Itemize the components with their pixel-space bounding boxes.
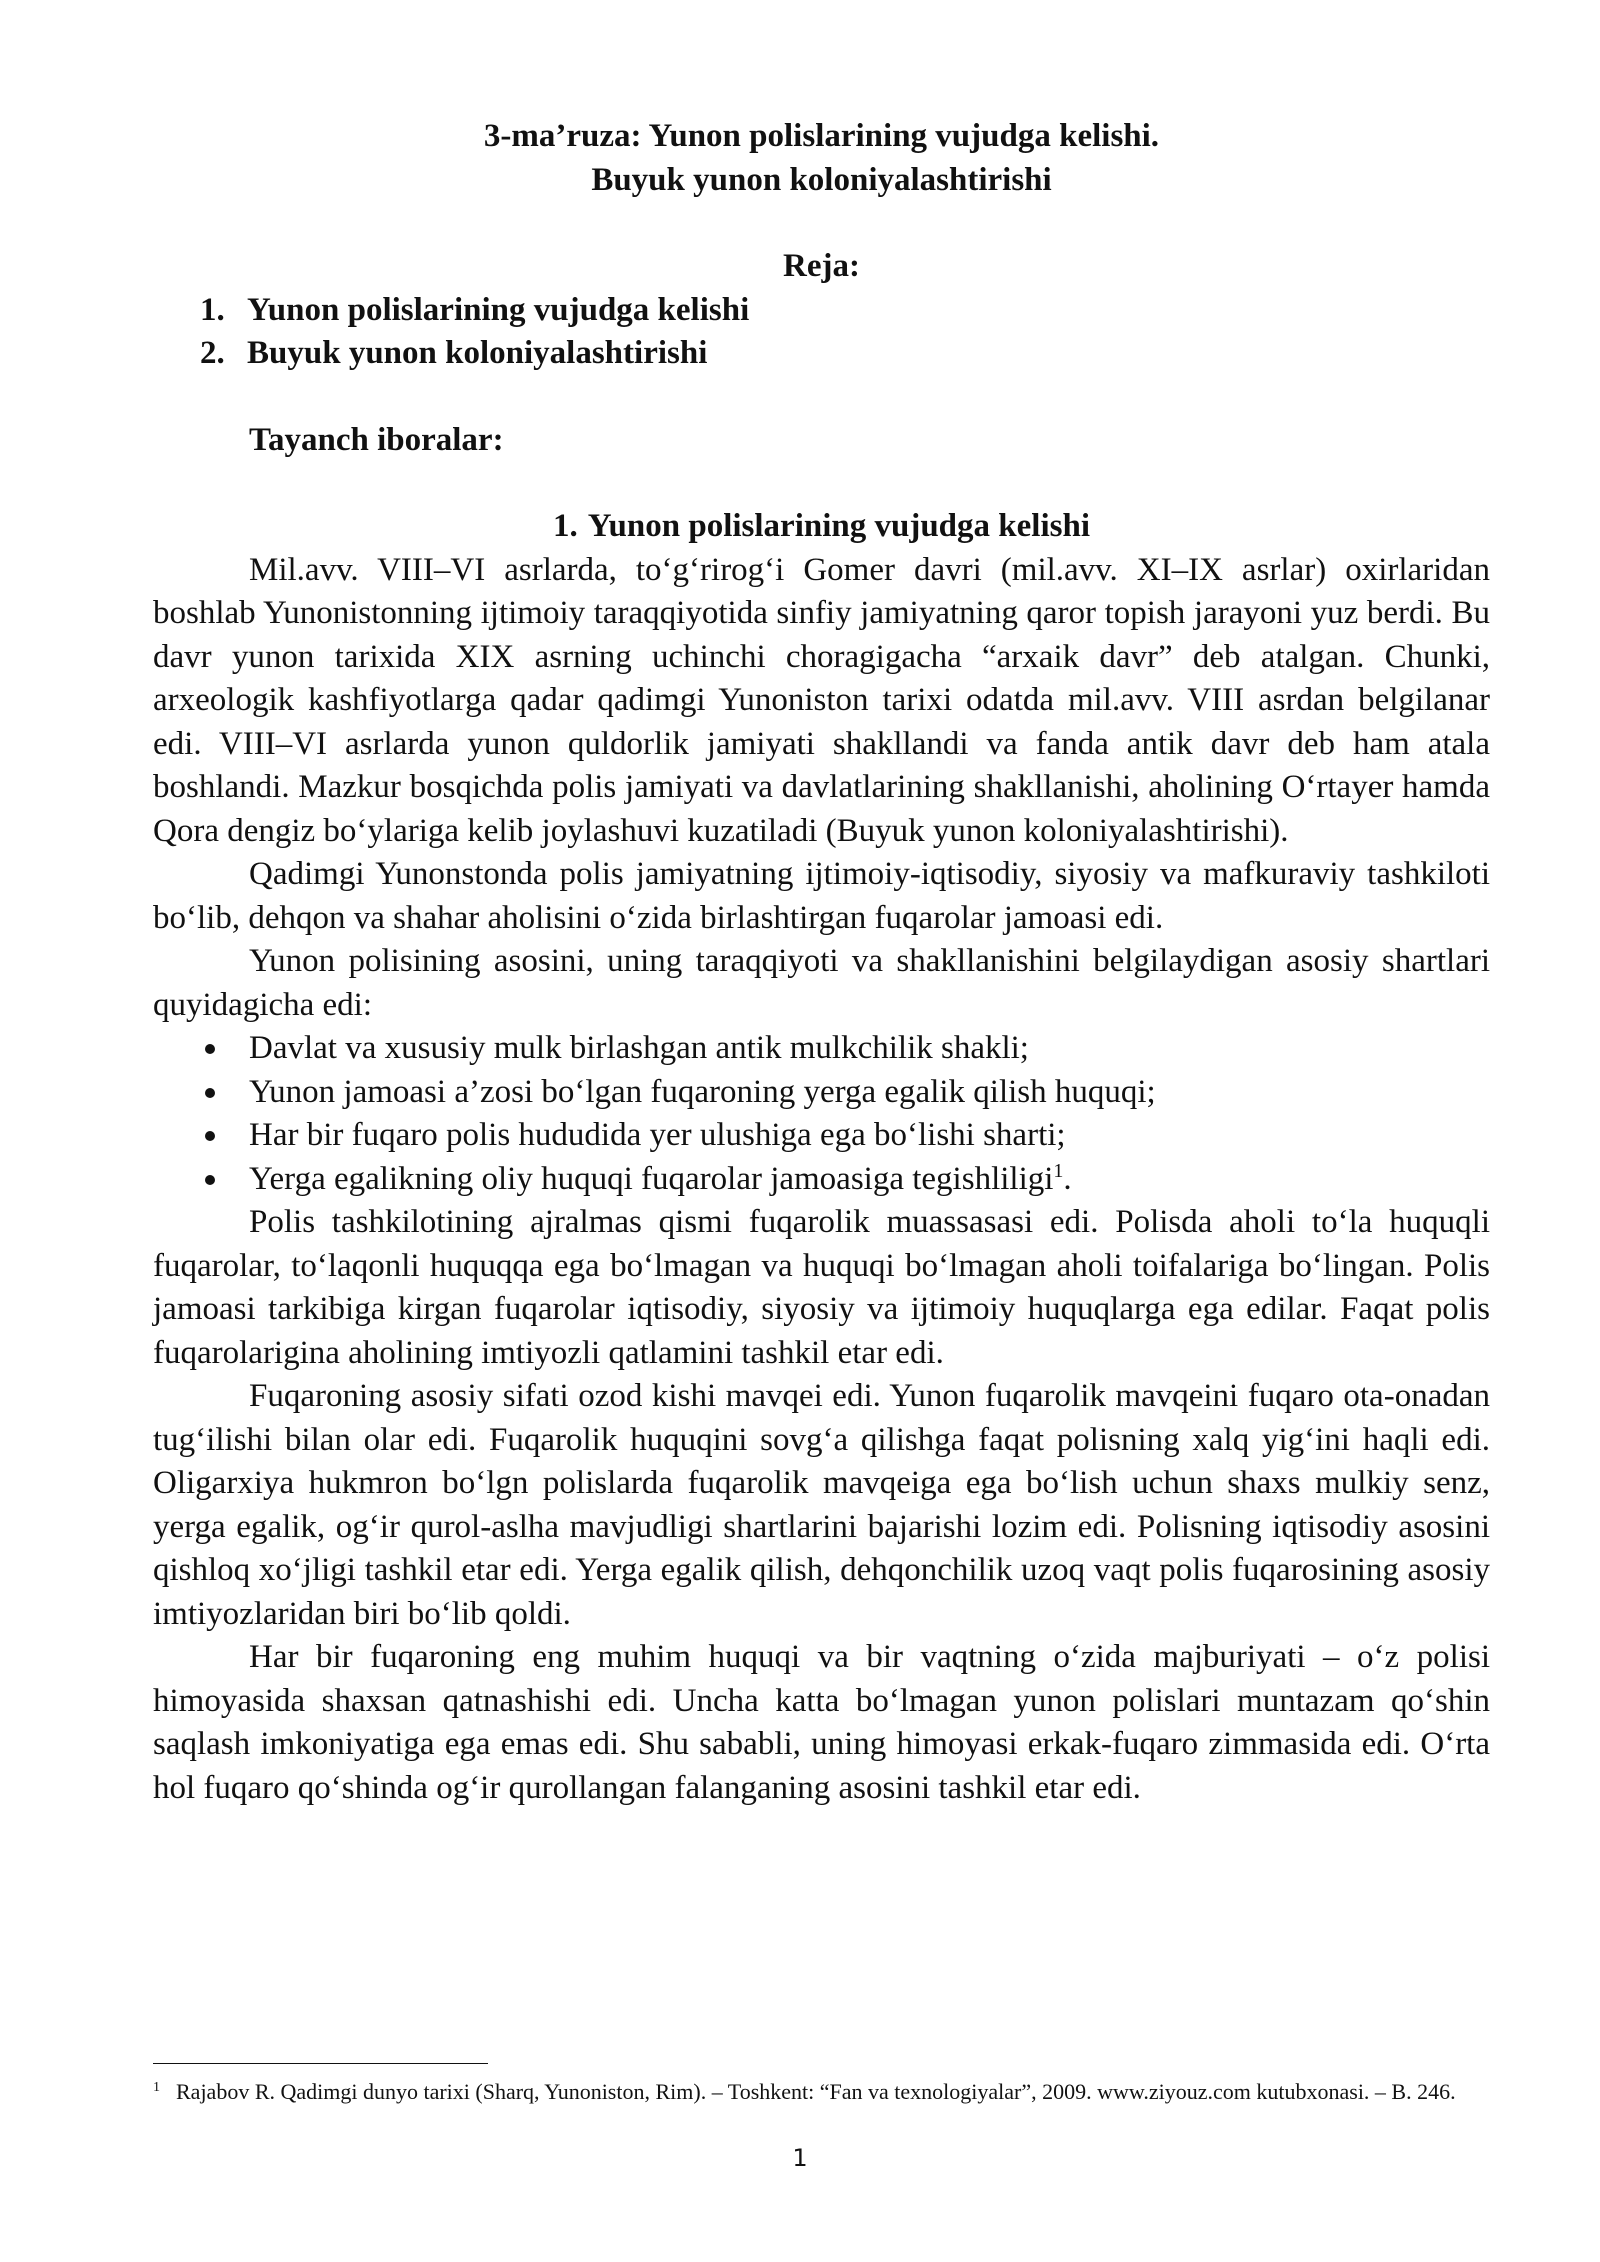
plan-item: 1. Yunon polislarining vujudga kelishi (153, 289, 1490, 333)
bullet-dot-icon (205, 1088, 215, 1098)
bullet-dot-icon (205, 1131, 215, 1141)
lecture-title-line-1: 3-ma’ruza: Yunon polislarining vujudga kelishi. (483, 118, 1160, 154)
paragraph: Har bir fuqaroning eng muhim huquqi va bir vaqtning o‘zida majburiyati – o‘z polisi himoyasida shaxsan qatnashishi edi. Uncha katta bo‘lmagan yunon polislari muntazam qo‘shin saqlash imkoniyatiga ega emas edi. Shu sababli, uning himoyasi erkak-fuqaro zimmasida edi. O‘rta hol fuqaro qo‘shinda og‘ir qurollangan falanganing asosini tashkil etar edi. (153, 1639, 1490, 1806)
keywords-heading: Tayanch iboralar: (249, 421, 504, 458)
page-number: 1 (792, 2144, 808, 2172)
bullet-item (153, 1158, 1490, 1202)
plan-list (153, 289, 1490, 376)
footnote-reference[interactable]: 1 (1053, 1159, 1064, 1182)
document-body (153, 115, 1490, 1810)
section-number: 1. (552, 508, 578, 544)
bullet-text: Har bir fuqaro polis hududida yer ulushiga ega bo‘lishi sharti; (249, 1117, 1066, 1153)
paragraph: Polis tashkilotining ajralmas qismi fuqarolik muassasasi edi. Polisda aholi to‘la huquqli fuqarolar, to‘laqonli huquqqa ega bo‘lmagan va huquqi bo‘lmagan aholi toifalariga bo‘lingan. Polis jamoasi tarkibiga kirgan fuqarolar iqtisodiy, siyosiy va ijtimoiy huquqlarga ega edilar. Faqat polis fuqarolarigina aholining imtiyozli qatlamini tashkil etar edi. (153, 1204, 1490, 1371)
paragraph: Fuqaroning asosiy sifati ozod kishi mavqei edi. Yunon fuqarolik mavqeini fuqaro ota-onadan tug‘ilishi bilan olar edi. Fuqarolik huquqini sovg‘a qilishga faqat polisning xalq yig‘ini haqli edi. Oligarxiya hukmron bo‘lgn polislarda fuqarolik mavqeiga ega bo‘lish uchun shaxs mulkiy senz, yerga egalik, og‘ir qurol-aslha mavjudligi shartlarini bajarishi lozim edi. Polisning iqtisodiy asosini qishloq xo‘jligi tashkil etar edi. Yerga egalik qilish, dehqonchilik uzoq vaqt polis fuqarosining asosiy imtiyozlaridan biri bo‘lib qoldi. (153, 1378, 1490, 1632)
footnote-text: Rajabov R. Qadimgi dunyo tarixi (Sharq, Yunoniston, Rim). – Toshkent: “Fan va texnologiyalar”, 2009. www.ziyouz.com kutubxonasi. – B. 246. (176, 2079, 1456, 2104)
footnote-mark: 1 (153, 2079, 160, 2095)
lecture-title-line-2: Buyuk yunon koloniyalashtirishi (591, 161, 1052, 198)
footnote (153, 2077, 1490, 2107)
bullet-item (153, 1071, 1490, 1115)
bullet-text: Yerga egalikning oliy huquqi fuqarolar jamoasiga tegishliligi (249, 1160, 1054, 1197)
bullet-dot-icon (205, 1175, 215, 1185)
paragraph: Mil.avv. VIII–VI asrlarda, to‘g‘rirog‘i Gomer davri (mil.avv. XI–IX asrlar) oxirlaridan boshlab Yunonistonning ijtimoiy taraqqiyotida sinfiy jamiyatning qaror topish jarayoni yuz berdi. Bu davr yunon tarixida XIX asrning uchinchi choragigacha “arxaik davr” deb atalgan. Chunki, arxeologik kashfiyotlarga qadar qadimgi Yunoniston tarixi odatda mil.avv. VIII asrdan belgilanar edi. VIII–VI asrlarda yunon quldorlik jamiyati shakllandi va fanda antik davr deb ham atala boshlandi. Mazkur bosqichda polis jamiyati va davlatlarining shakllanishi, aholining O‘rtayer hamda Qora dengiz bo‘ylariga kelib joylashuvi kuzatiladi (Buyuk yunon koloniyalashtirishi). (153, 551, 1490, 849)
footnote-separator (153, 2063, 488, 2064)
bullet-end-punctuation: . (1063, 1160, 1072, 1197)
conditions-list (153, 1027, 1490, 1201)
bullet-item (153, 1114, 1490, 1158)
section-title: Yunon polislarining vujudga kelishi (587, 508, 1090, 544)
plan-heading: Reja: (783, 248, 860, 284)
bullet-dot-icon (205, 1044, 215, 1054)
bullet-text: Yunon jamoasi a’zosi bo‘lgan fuqaroning yerga egalik qilish huquqi; (249, 1073, 1156, 1110)
section-heading (153, 505, 1490, 549)
plan-item-text: Yunon polislarining vujudga kelishi (247, 291, 750, 328)
plan-item: 2. Buyuk yunon koloniyalashtirishi (153, 332, 1490, 376)
bullet-item (153, 1027, 1490, 1071)
paragraph: Qadimgi Yunonstonda polis jamiyatning ijtimoiy-iqtisodiy, siyosiy va mafkuraviy tashkiloti bo‘lib, dehqon va shahar aholisini o‘zida birlashtirgan fuqarolar jamoasi edi. (153, 856, 1490, 936)
bullet-text: Davlat va xususiy mulk birlashgan antik mulkchilik shakli; (249, 1030, 1029, 1066)
plan-item-text: Buyuk yunon koloniyalashtirishi (247, 335, 708, 371)
paragraph: Yunon polisining asosini, uning taraqqiyoti va shakllanishini belgilaydigan asosiy shartlari quyidagicha edi: (153, 943, 1490, 1023)
